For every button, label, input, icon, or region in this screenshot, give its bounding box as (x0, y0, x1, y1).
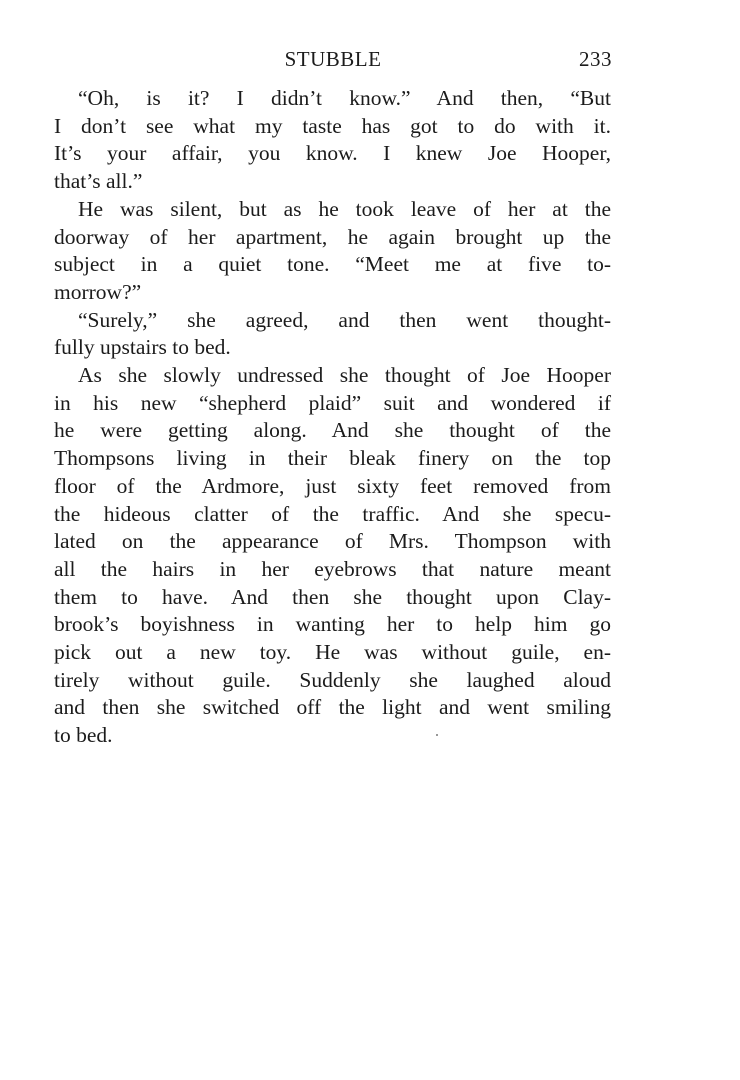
text-line: and then she switched off the light and went smiling (54, 695, 611, 720)
running-title: STUBBLE (284, 47, 382, 71)
text-line: he were getting along. And she thought of the (54, 418, 611, 443)
text-line: all the hairs in her eyebrows that nature meant (54, 556, 611, 581)
text-line: the hideous clatter of the traffic. And she specu- (54, 501, 611, 526)
body-text (54, 85, 611, 750)
text-line: “Oh, is it? I didn’t know.” And then, “But (78, 86, 611, 110)
print-speck (436, 734, 438, 736)
text-line: He was silent, but as he took leave of her at the (78, 196, 611, 221)
text-line: lated on the appearance of Mrs. Thompson with (54, 529, 611, 554)
text-line: morrow?” (54, 279, 142, 304)
text-line: It’s your affair, you know. I knew Joe Hooper, (54, 141, 611, 166)
paragraph (54, 362, 611, 750)
text-line: fully upstairs to bed. (54, 335, 231, 360)
text-line: As she slowly undressed she thought of Joe Hooper (78, 363, 611, 388)
running-head (54, 47, 612, 75)
text-line: doorway of her apartment, he again brought up the (54, 224, 611, 249)
text-line: them to have. And then she thought upon Clay- (54, 584, 611, 609)
text-line: I don’t see what my taste has got to do with it. (54, 113, 611, 138)
paragraph (54, 85, 611, 196)
text-line: tirely without guile. Suddenly she laughed aloud (54, 667, 611, 692)
text-line: pick out a new toy. He was without guile, en- (54, 640, 611, 665)
text-line: subject in a quiet tone. “Meet me at five to- (54, 252, 611, 277)
text-line: that’s all.” (54, 169, 143, 194)
text-line: in his new “shepherd plaid” suit and wondered if (54, 390, 611, 415)
text-line: to bed. (54, 723, 113, 748)
text-line: brook’s boyishness in wanting her to help him go (54, 612, 611, 637)
paragraph (54, 307, 611, 362)
text-line: Thompsons living in their bleak finery on the top (54, 446, 611, 471)
paragraph (54, 196, 611, 307)
text-line: floor of the Ardmore, just sixty feet removed from (54, 473, 611, 498)
page-number: 233 (579, 47, 612, 71)
text-line: “Surely,” she agreed, and then went thought- (78, 307, 611, 332)
